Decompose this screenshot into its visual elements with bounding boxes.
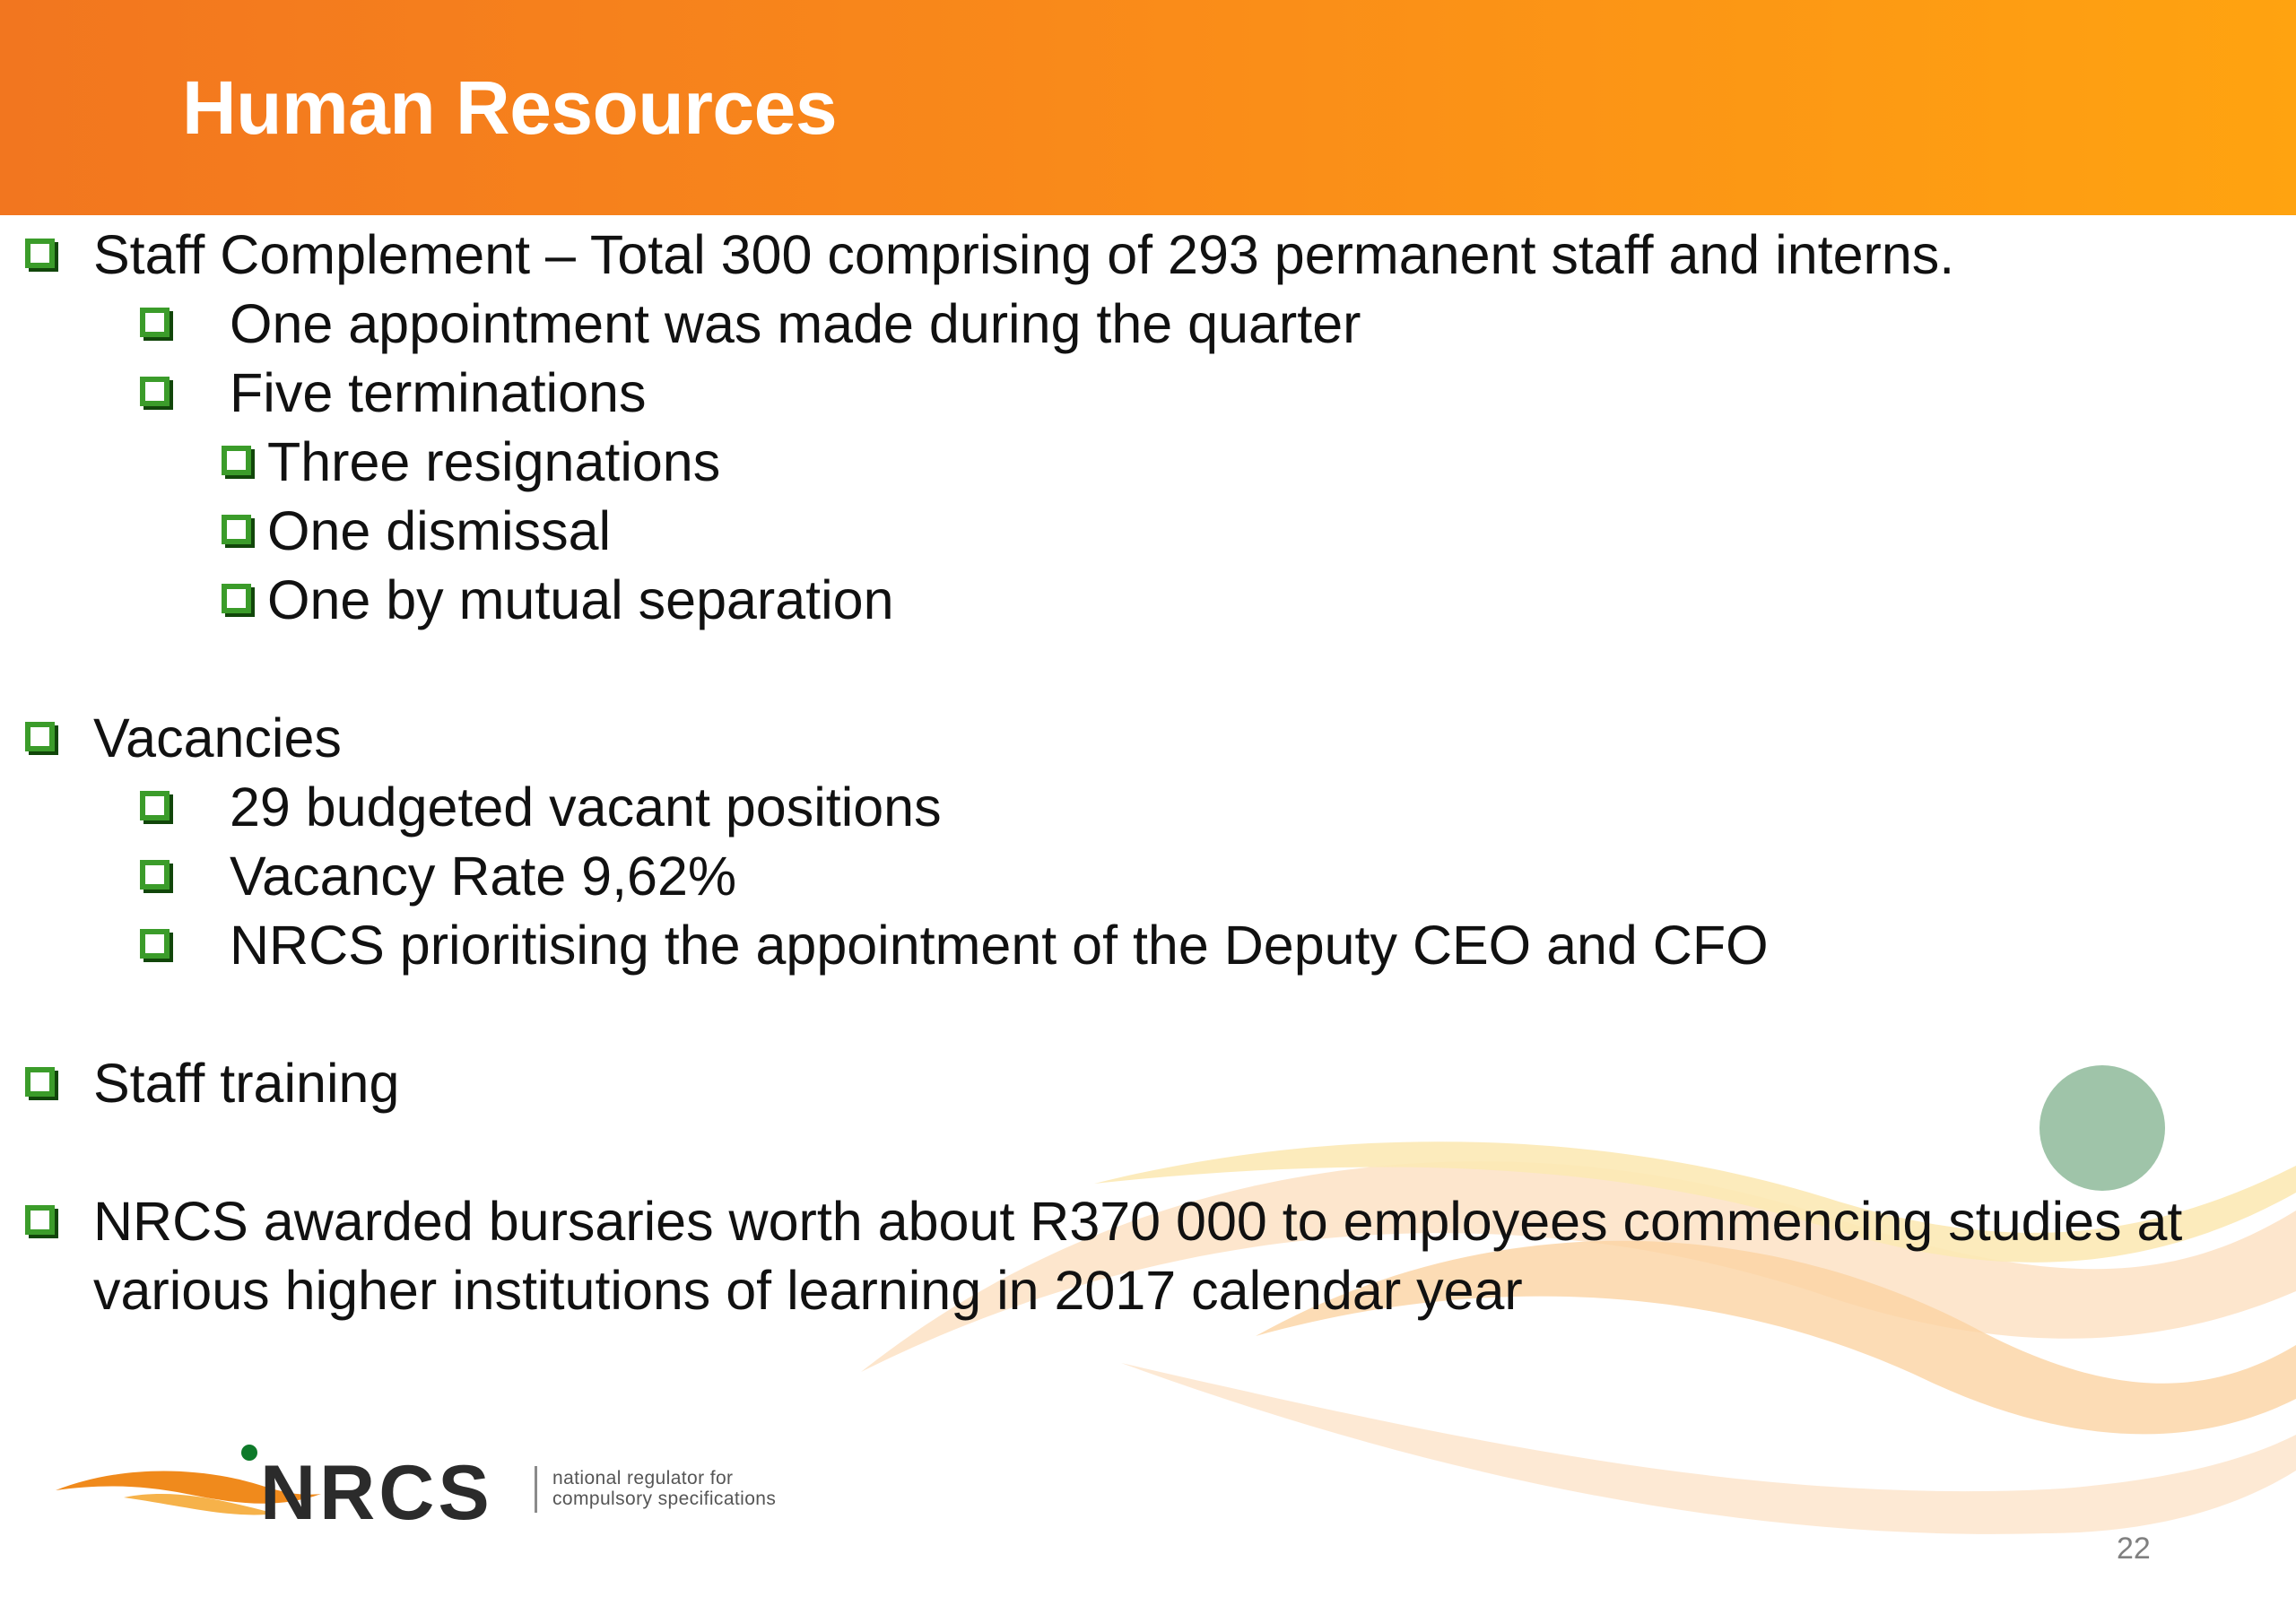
hollow-square-bullet-icon: [140, 308, 170, 337]
hollow-square-bullet-icon: [222, 584, 251, 613]
hollow-square-bullet-icon: [140, 791, 170, 820]
bullet-text: Five terminations: [230, 362, 647, 423]
list-item: [0, 497, 2296, 566]
bullet-text: Staff Complement – Total 300 comprising of 293 permanent staff and interns.: [93, 224, 1955, 285]
list-item: [0, 359, 2296, 428]
logo-tagline-line2: compulsory specifications: [552, 1488, 777, 1509]
bullet-text: 29 budgeted vacant positions: [230, 777, 942, 838]
hollow-square-bullet-icon: [25, 722, 55, 751]
bullet-text: One appointment was made during the quarter: [230, 293, 1361, 354]
slide-title: Human Resources: [182, 65, 838, 150]
logo-divider: [535, 1466, 537, 1513]
bullet-list: [0, 221, 2296, 1325]
logo-tagline-line1: national regulator for: [552, 1468, 734, 1488]
bullet-text: One dismissal: [267, 500, 612, 561]
hollow-square-bullet-icon: [140, 377, 170, 406]
logo-wordmark: NRCS: [260, 1450, 493, 1533]
bullet-text: NRCS prioritising the appointment of the Deputy CEO and CFO: [230, 915, 1769, 976]
bullet-text: Vacancy Rate 9,62%: [230, 846, 737, 907]
spacer: [0, 635, 2296, 704]
list-item: [0, 1049, 2296, 1118]
hollow-square-bullet-icon: [140, 929, 170, 959]
bullet-text: Vacancies: [93, 707, 342, 768]
spacer: [0, 1118, 2296, 1187]
list-item: [0, 773, 2296, 842]
bullet-text: One by mutual separation: [267, 569, 894, 630]
page-number: 22: [2117, 1532, 2151, 1566]
hollow-square-bullet-icon: [25, 239, 55, 268]
list-item: [0, 911, 2296, 980]
logo-tagline: [552, 1468, 776, 1509]
list-item: [0, 566, 2296, 635]
hollow-square-bullet-icon: [222, 446, 251, 475]
list-item: [0, 428, 2296, 497]
list-item: [0, 704, 2296, 773]
hollow-square-bullet-icon: [25, 1205, 55, 1235]
hollow-square-bullet-icon: [25, 1067, 55, 1097]
spacer: [0, 980, 2296, 1049]
list-item: [0, 842, 2296, 911]
bullet-text: Three resignations: [267, 431, 721, 492]
list-item: [0, 290, 2296, 359]
bullet-text: NRCS awarded bursaries worth about R370 000 to employees commencing studies at various higher institutions of learning in 2017 calendar year: [93, 1191, 2183, 1321]
hollow-square-bullet-icon: [222, 515, 251, 544]
hollow-square-bullet-icon: [140, 860, 170, 890]
list-item: [0, 1187, 2282, 1325]
bullet-text: Staff training: [93, 1053, 400, 1114]
list-item: [0, 221, 2296, 290]
